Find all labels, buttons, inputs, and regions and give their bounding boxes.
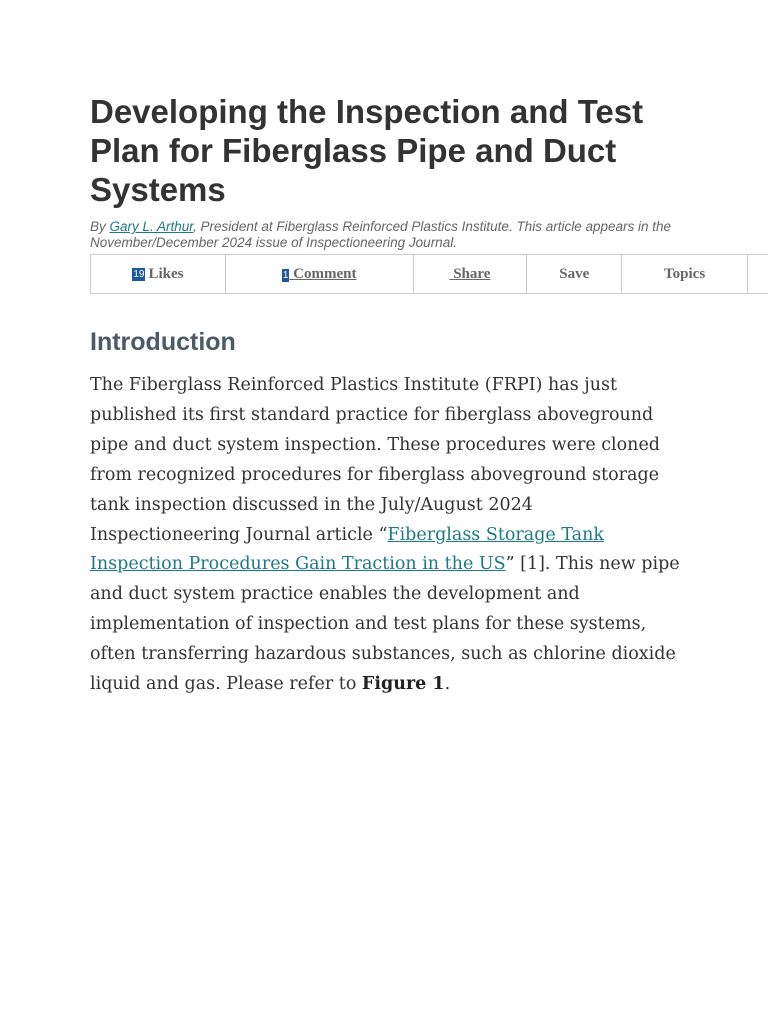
likes-button[interactable] <box>91 255 226 293</box>
intro-text-part3: . <box>444 674 451 695</box>
share-label: Share <box>453 265 491 282</box>
comment-label: Comment <box>293 265 357 282</box>
byline-prefix: By <box>90 219 110 234</box>
intro-text-part1: The Fiberglass Reinforced Plastics Institute (FRPI) has just published its first standard practice for fiberglass aboveground pipe and duct system inspection. These procedures were cloned from recognized procedures for fiberglass aboveground storage tank inspection discussed in the July/August 2024 Inspectioneering Journal article “ <box>90 375 661 545</box>
byline-suffix: , President at Fiberglass Reinforced Plastics Institute. This article appears in the November/December 2024 issue of Inspectioneering Journal. <box>90 219 672 250</box>
share-button[interactable] <box>414 255 528 293</box>
comment-link[interactable] <box>282 266 357 283</box>
section-heading: Introduction <box>90 328 236 356</box>
share-link[interactable] <box>449 266 490 283</box>
related-article-link[interactable]: Fiberglass Storage Tank Inspection Procedures Gain Traction in the US <box>90 524 604 575</box>
save-label: Save <box>559 265 590 282</box>
article-title: Developing the Inspection and Test Plan for Fiberglass Pipe and Duct Systems <box>90 93 644 208</box>
figure-reference: Figure 1 <box>361 674 445 695</box>
author-link[interactable]: Gary L. Arthur <box>109 219 194 234</box>
save-button[interactable] <box>527 255 622 293</box>
comment-button[interactable] <box>226 255 414 293</box>
intro-text-part2: ” [1]. This new pipe and duct system practice enables the development and implementation of inspection and test plans for these systems, often transferring hazardous substances, such as chlorine dioxide liquid and gas. Please refer to <box>90 554 680 695</box>
topics-label: Topics <box>664 265 706 282</box>
topics-button[interactable] <box>622 255 748 293</box>
article-header <box>90 92 690 251</box>
article-action-bar <box>90 254 768 294</box>
likes-count-badge: 19 <box>133 268 145 280</box>
intro-paragraph <box>90 371 682 700</box>
comment-count-badge: 1 <box>282 269 289 281</box>
overflow-action-cell[interactable] <box>748 255 768 293</box>
likes-label: Likes <box>148 265 184 282</box>
byline <box>90 219 680 251</box>
